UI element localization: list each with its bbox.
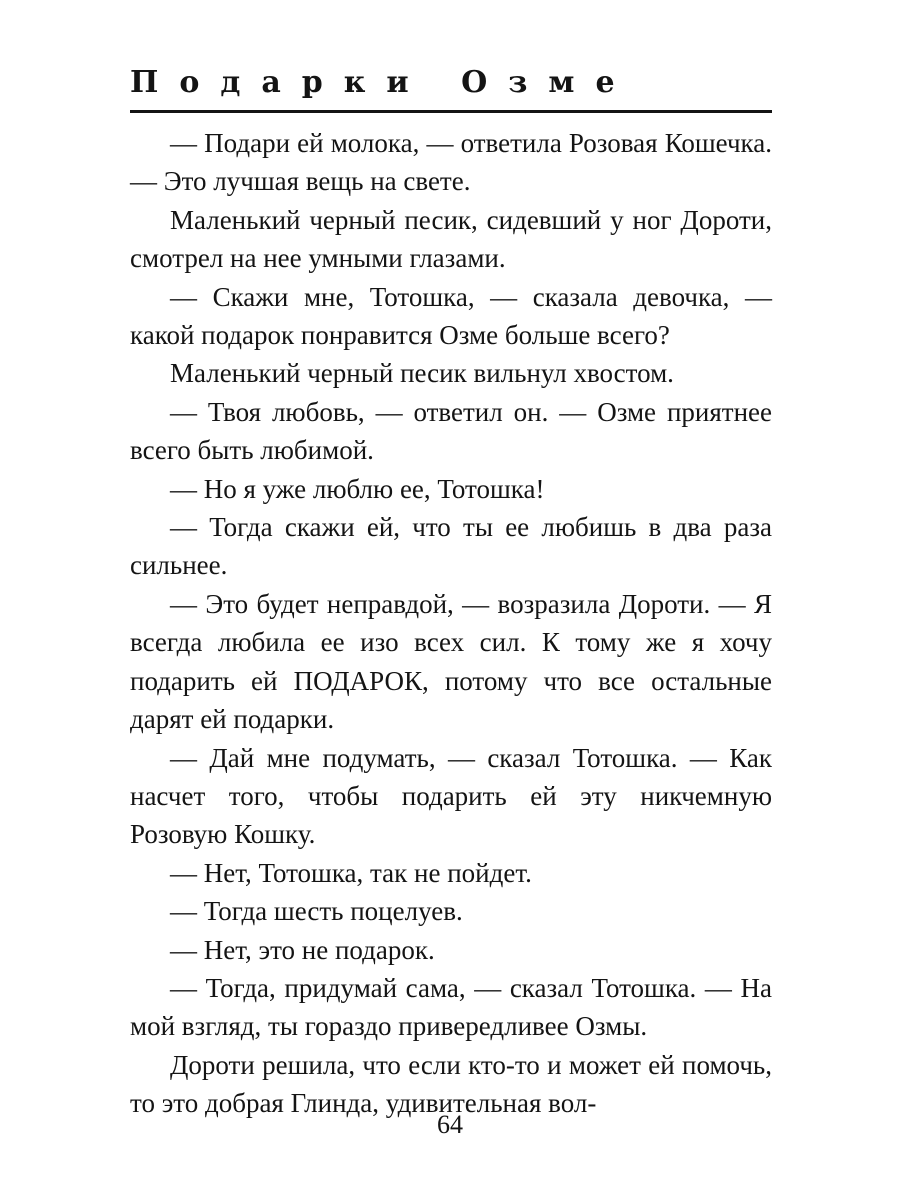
paragraph: Дороти решила, что если кто-то и может ей помочь, то это добрая Глинда, удивительная вол-	[130, 1049, 772, 1119]
paragraph: — Скажи мне, Тотошка, — сказала девочка, — какой подарок понравится Озме больше всего?	[130, 281, 772, 351]
paragraph: — Нет, это не подарок.	[170, 934, 435, 965]
page-number: 64	[437, 1110, 463, 1139]
paragraph: — Но я уже люблю ее, Тотошка!	[170, 473, 545, 504]
paragraph: — Твоя любовь, — ответил он. — Озме приятнее всего быть любимой.	[130, 396, 772, 466]
paragraph: Маленький черный песик вильнул хвостом.	[170, 358, 674, 389]
header-rule	[130, 110, 772, 113]
paragraph: — Тогда скажи ей, что ты ее любишь в два раза сильнее.	[130, 512, 772, 581]
body-text	[130, 124, 772, 1123]
paragraph: — Подари ей молока, — ответила Розовая Кошечка. — Это лучшая вещь на свете.	[130, 128, 772, 197]
paragraph: — Нет, Тотошка, так не пойдет.	[170, 857, 532, 888]
paragraph: — Тогда шесть поцелуев.	[170, 896, 463, 927]
paragraph: — Это будет неправдой, — возразила Дороти. — Я всегда любила ее изо всех сил. К тому же я хочу подарить ей ПОДАРОК, потому что все остальные дарят ей подарки.	[130, 588, 772, 735]
paragraph: — Тогда, придумай сама, — сказал Тотошка. — На мой взгляд, ты гораздо привередливее Озмы.	[130, 972, 772, 1042]
paragraph: — Дай мне подумать, — сказал Тотошка. — Как насчет того, чтобы подарить ей эту никчемную Розовую Кошку.	[130, 742, 772, 850]
paragraph: Маленький черный песик, сидевший у ног Дороти, смотрел на нее умными глазами.	[130, 204, 772, 274]
running-head: Подарки Озме	[130, 65, 636, 100]
